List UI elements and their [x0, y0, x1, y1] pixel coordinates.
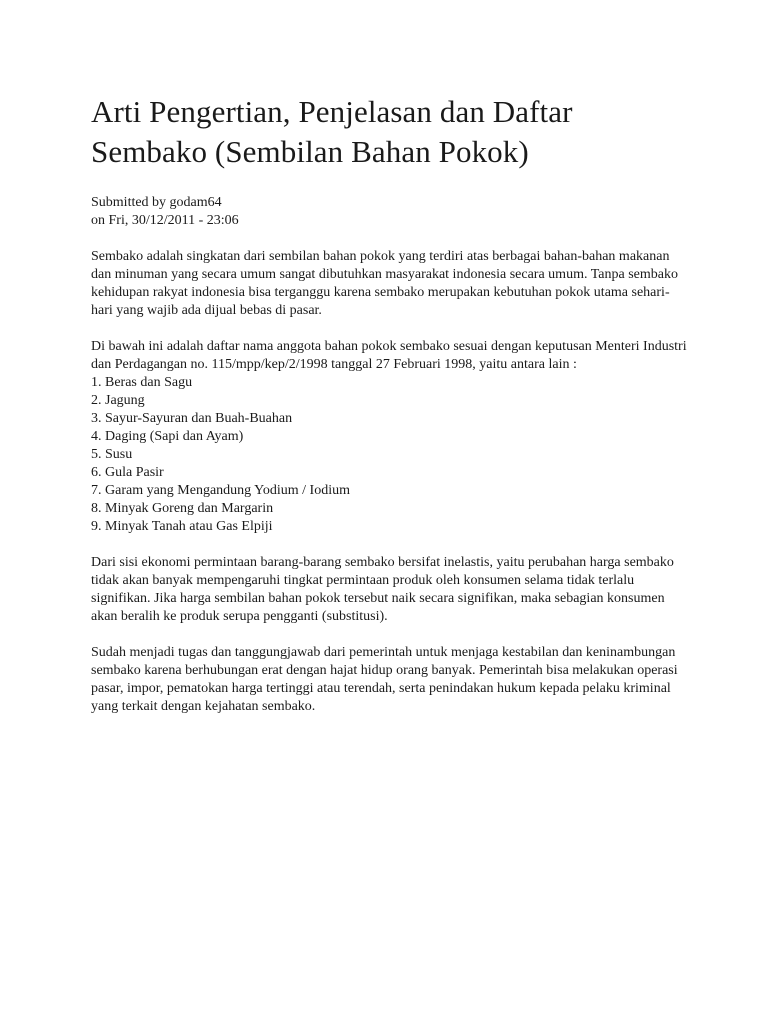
- list-item: 4. Daging (Sapi dan Ayam): [91, 429, 244, 444]
- list-item: 7. Garam yang Mengandung Yodium / Iodium: [91, 483, 350, 498]
- list-item: 3. Sayur-Sayuran dan Buah-Buahan: [91, 411, 293, 426]
- submitted-date: on Fri, 30/12/2011 - 23:06: [91, 213, 239, 228]
- paragraph-intro: Sembako adalah singkatan dari sembilan bahan pokok yang terdiri atas berbagai bahan-bahan makanan dan minuman yang secara umum sangat dibutuhkan masyarakat indonesia secara umum. Tanpa sembako kehidupan rakyat indonesia bisa terganggu karena sembako merupakan kebutuhan pokok utama sehari-hari yang wajib ada dijual bebas di pasar.: [91, 249, 678, 318]
- list-item: 6. Gula Pasir: [91, 465, 164, 480]
- article: [91, 92, 691, 716]
- list-item: 5. Susu: [91, 447, 133, 462]
- list-item: 1. Beras dan Sagu: [91, 375, 193, 390]
- article-meta: [91, 194, 691, 230]
- sembako-list: [91, 374, 691, 536]
- paragraph-government: Sudah menjadi tugas dan tanggungjawab dari pemerintah untuk menjaga kestabilan dan keninambungan sembako karena berhubungan erat dengan hajat hidup orang banyak. Pemerintah bisa melakukan operasi pasar, impor, pematokan harga tertinggi atau terendah, serta penindakan hukum kepada pelaku kriminal yang terkait dengan kejahatan sembako.: [91, 645, 678, 714]
- list-item: 2. Jagung: [91, 393, 145, 408]
- article-title: Arti Pengertian, Penjelasan dan Daftar Sembako (Sembilan Bahan Pokok): [91, 94, 573, 169]
- list-item: 9. Minyak Tanah atau Gas Elpiji: [91, 519, 273, 534]
- submitted-by: Submitted by godam64: [91, 195, 222, 210]
- paragraph-economics: Dari sisi ekonomi permintaan barang-barang sembako bersifat inelastis, yaitu perubahan harga sembako tidak akan banyak mempengaruhi tingkat permintaan produk oleh konsumen selama tidak terlalu signifikan. Jika harga sembilan bahan pokok tersebut naik secara signifikan, maka sebagian konsumen akan beralih ke produk serupa pengganti (substitusi).: [91, 555, 674, 624]
- list-section: [91, 338, 691, 536]
- list-item: 8. Minyak Goreng dan Margarin: [91, 501, 274, 516]
- paragraph-list-intro: Di bawah ini adalah daftar nama anggota bahan pokok sembako sesuai dengan keputusan Menteri Industri dan Perdagangan no. 115/mpp/kep/2/1998 tanggal 27 Februari 1998, yaitu antara lain :: [91, 339, 687, 372]
